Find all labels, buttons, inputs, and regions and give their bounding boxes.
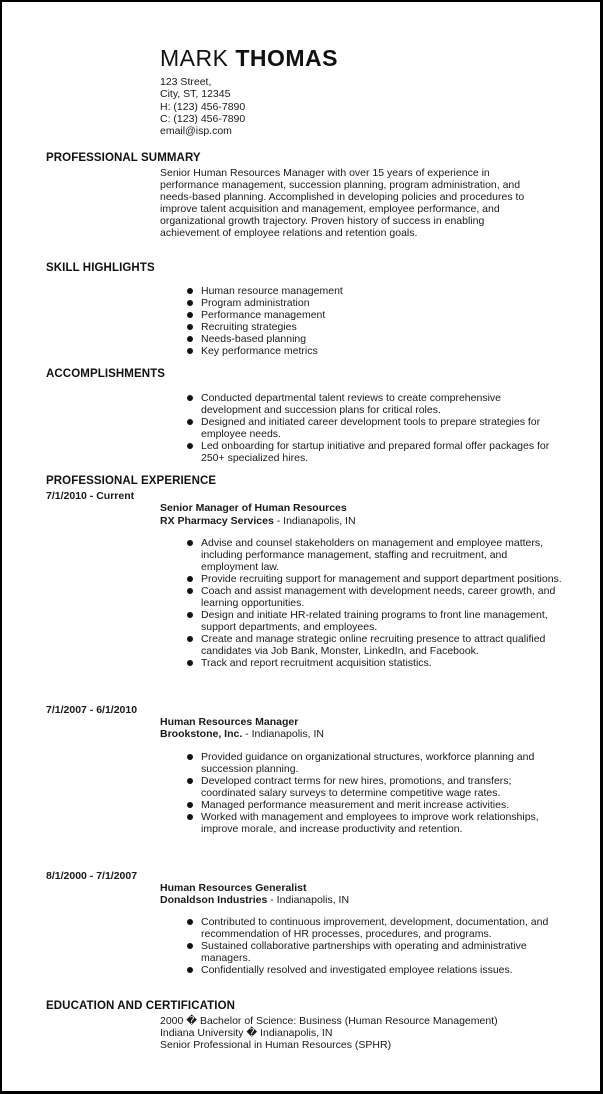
list-item: Needs-based planning — [187, 333, 562, 345]
company-location: - Indianapolis, IN — [242, 728, 324, 740]
job-company — [160, 728, 324, 740]
list-item: Track and report recruitment acquisition statistics. — [187, 657, 562, 669]
address-street: 123 Street, — [160, 76, 212, 88]
job-company — [160, 894, 349, 906]
skills-list — [187, 285, 562, 357]
experience-heading: PROFESSIONAL EXPERIENCE — [46, 475, 217, 487]
accomplishments-heading: ACCOMPLISHMENTS — [46, 368, 166, 380]
candidate-name — [160, 44, 338, 72]
list-item: Conducted departmental talent reviews to create comprehensive development and succession plans for critical roles. — [187, 392, 562, 416]
list-item: Advise and counsel stakeholders on management and employee matters, including performance management, staffing and recruitment, and employment law. — [187, 537, 562, 573]
list-item: Sustained collaborative partnerships with operating and administrative managers. — [187, 940, 562, 964]
company-name: Brookstone, Inc. — [160, 728, 243, 740]
list-item: Contributed to continuous improvement, development, documentation, and recommendation of HR processes, procedures, and programs. — [187, 916, 562, 940]
list-item: Managed performance measurement and merit increase activities. — [187, 799, 562, 811]
job-bullets — [187, 751, 562, 835]
job-bullets — [187, 537, 562, 669]
email: email@isp.com — [160, 125, 232, 138]
job-title: Senior Manager of Human Resources — [160, 502, 347, 514]
company-location: - Indianapolis, IN — [273, 515, 356, 527]
address-city: City, ST, 12345 — [160, 88, 231, 101]
job-company — [160, 515, 356, 527]
list-item: Human resource management — [187, 285, 562, 297]
school-line: Indiana University � Indianapolis, IN — [160, 1027, 333, 1039]
list-item: Coach and assist management with development needs, career growth, and learning opportunities. — [187, 585, 562, 609]
list-item: Confidentially resolved and investigated employee relations issues. — [187, 964, 562, 976]
list-item: Design and initiate HR-related training programs to front line management, support departments, and employees. — [187, 609, 562, 633]
first-name: MARK — [160, 45, 229, 71]
list-item: Provided guidance on organizational structures, workforce planning and succession planning. — [187, 751, 562, 775]
list-item: Worked with management and employees to improve work relationships, improve morale, and increase productivity and retention. — [187, 811, 562, 835]
list-item: Performance management — [187, 309, 562, 321]
list-item: Recruiting strategies — [187, 321, 562, 333]
last-name: THOMAS — [235, 45, 339, 71]
company-location: - Indianapolis, IN — [267, 894, 350, 906]
education-heading: EDUCATION AND CERTIFICATION — [46, 1000, 236, 1012]
company-name: RX Pharmacy Services — [160, 515, 274, 527]
job-dates: 7/1/2007 - 6/1/2010 — [46, 704, 138, 716]
list-item: Designed and initiated career development tools to prepare strategies for employee needs. — [187, 416, 562, 440]
contact-info — [160, 76, 245, 137]
degree-line: 2000 � Bachelor of Science: Business (Human Resource Management) — [160, 1015, 498, 1027]
certification-line: Senior Professional in Human Resources (SPHR) — [160, 1039, 392, 1051]
job-dates: 8/1/2000 - 7/1/2007 — [46, 870, 138, 882]
list-item: Program administration — [187, 297, 562, 309]
job-title: Human Resources Generalist — [160, 882, 307, 894]
summary-text: Senior Human Resources Manager with over 15 years of experience in performance management, succession planning, program administration, and needs-based planning. Accomplished in developing policies and procedures to improve talent acquisition and management, employee performance, and organizational growth trajectory. Proven history of success in enabling achievement of employee relations and retention goals. — [160, 167, 525, 239]
list-item: Key performance metrics — [187, 345, 562, 357]
job-title: Human Resources Manager — [160, 716, 299, 728]
job-dates: 7/1/2010 - Current — [46, 490, 135, 502]
list-item: Provide recruiting support for management and support department positions. — [187, 573, 562, 585]
list-item: Create and manage strategic online recruiting presence to attract qualified candidates via Job Bank, Monster, LinkedIn, and Facebook. — [187, 633, 562, 657]
job-bullets — [187, 916, 562, 976]
education-details — [160, 1015, 498, 1051]
list-item: Led onboarding for startup initiative and prepared formal offer packages for 250+ specialized hires. — [187, 440, 562, 464]
accomplishments-list — [187, 392, 562, 464]
cell-phone: C: (123) 456-7890 — [160, 112, 246, 125]
home-phone: H: (123) 456-7890 — [160, 100, 246, 113]
skills-heading: SKILL HIGHLIGHTS — [46, 262, 155, 274]
list-item: Developed contract terms for new hires, promotions, and transfers; coordinated salary surveys to determine competitive wage rates. — [187, 775, 562, 799]
summary-heading: PROFESSIONAL SUMMARY — [46, 152, 201, 164]
company-name: Donaldson Industries — [160, 894, 268, 906]
